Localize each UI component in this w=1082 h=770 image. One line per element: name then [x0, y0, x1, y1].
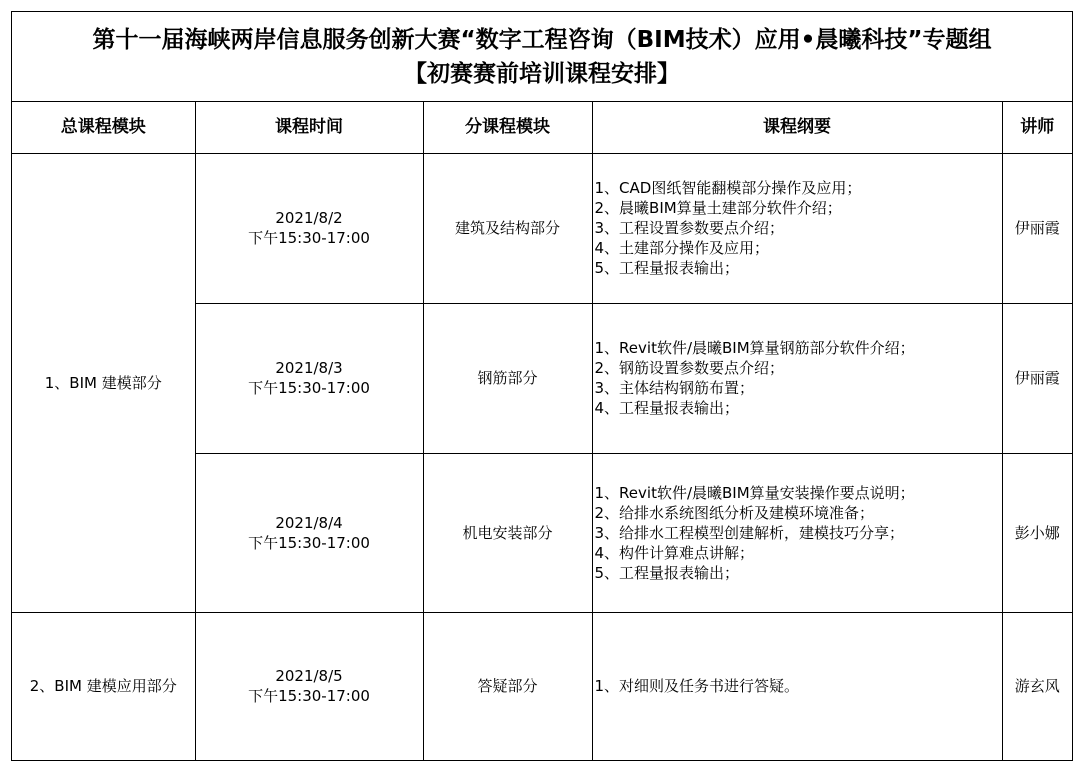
time-cell [195, 453, 423, 612]
table-row [12, 612, 1072, 760]
course-time: 下午15:30-17:00 [248, 687, 370, 706]
schedule-sheet [11, 11, 1073, 761]
lecturer-cell: 伊丽霞 [1002, 303, 1072, 453]
title-line-2: 【初赛赛前培训课程安排】 [404, 60, 680, 87]
outline-item: 5、工程量报表输出； [594, 563, 740, 582]
header-submodule: 分课程模块 [423, 102, 592, 153]
outline-item: 1、CAD图纸智能翻模部分操作及应用； [594, 179, 862, 197]
course-time: 下午15:30-17:00 [248, 229, 370, 247]
schedule-table [12, 102, 1072, 760]
outline-item: 4、工程量报表输出； [594, 399, 740, 417]
header-row [12, 102, 1072, 153]
outline-cell [592, 153, 1002, 303]
course-time: 下午15:30-17:00 [248, 379, 370, 397]
header-lecturer: 讲师 [1002, 102, 1072, 153]
course-date: 2021/8/4 [275, 513, 343, 532]
outline-cell [592, 612, 1002, 760]
course-date: 2021/8/3 [275, 359, 343, 377]
outline-item: 4、土建部分操作及应用； [594, 239, 770, 257]
lecturer-cell: 彭小娜 [1002, 453, 1072, 612]
outline-item: 3、工程设置参数要点介绍； [594, 219, 785, 237]
time-cell [195, 612, 423, 760]
outline-item: 1、对细则及任务书进行答疑。 [594, 677, 800, 696]
course-time: 下午15:30-17:00 [248, 533, 370, 552]
course-date: 2021/8/2 [275, 209, 343, 227]
document-title [12, 12, 1072, 102]
outline-cell [592, 453, 1002, 612]
outline-item: 3、给排水工程模型创建解析，建模技巧分享； [594, 523, 905, 542]
outline-item: 2、晨曦BIM算量土建部分软件介绍； [594, 199, 842, 217]
course-date: 2021/8/5 [275, 667, 343, 686]
submodule-cell: 机电安装部分 [423, 453, 592, 612]
module-cell: 1、BIM 建模部分 [12, 153, 195, 612]
outline-item: 1、Revit软件/晨曦BIM算量钢筋部分软件介绍； [594, 339, 915, 357]
outline-item: 2、给排水系统图纸分析及建模环境准备； [594, 503, 875, 522]
outline-item: 5、工程量报表输出； [594, 259, 740, 277]
lecturer-cell: 游玄风 [1002, 612, 1072, 760]
header-module: 总课程模块 [12, 102, 195, 153]
time-cell [195, 303, 423, 453]
outline-item: 1、Revit软件/晨曦BIM算量安装操作要点说明； [594, 483, 915, 502]
title-line-1: 第十一届海峡两岸信息服务创新大赛“数字工程咨询（BIM技术）应用•晨曦科技”专题组 [92, 26, 992, 53]
lecturer-cell: 伊丽霞 [1002, 153, 1072, 303]
submodule-cell: 钢筋部分 [423, 303, 592, 453]
submodule-cell: 建筑及结构部分 [423, 153, 592, 303]
time-cell [195, 153, 423, 303]
outline-item: 4、构件计算难点讲解； [594, 543, 755, 562]
outline-item: 2、钢筋设置参数要点介绍； [594, 359, 785, 377]
header-time: 课程时间 [195, 102, 423, 153]
outline-cell [592, 303, 1002, 453]
submodule-cell: 答疑部分 [423, 612, 592, 760]
module-cell: 2、BIM 建模应用部分 [12, 612, 195, 760]
header-outline: 课程纲要 [592, 102, 1002, 153]
outline-item: 3、主体结构钢筋布置； [594, 379, 755, 397]
table-row [12, 153, 1072, 303]
